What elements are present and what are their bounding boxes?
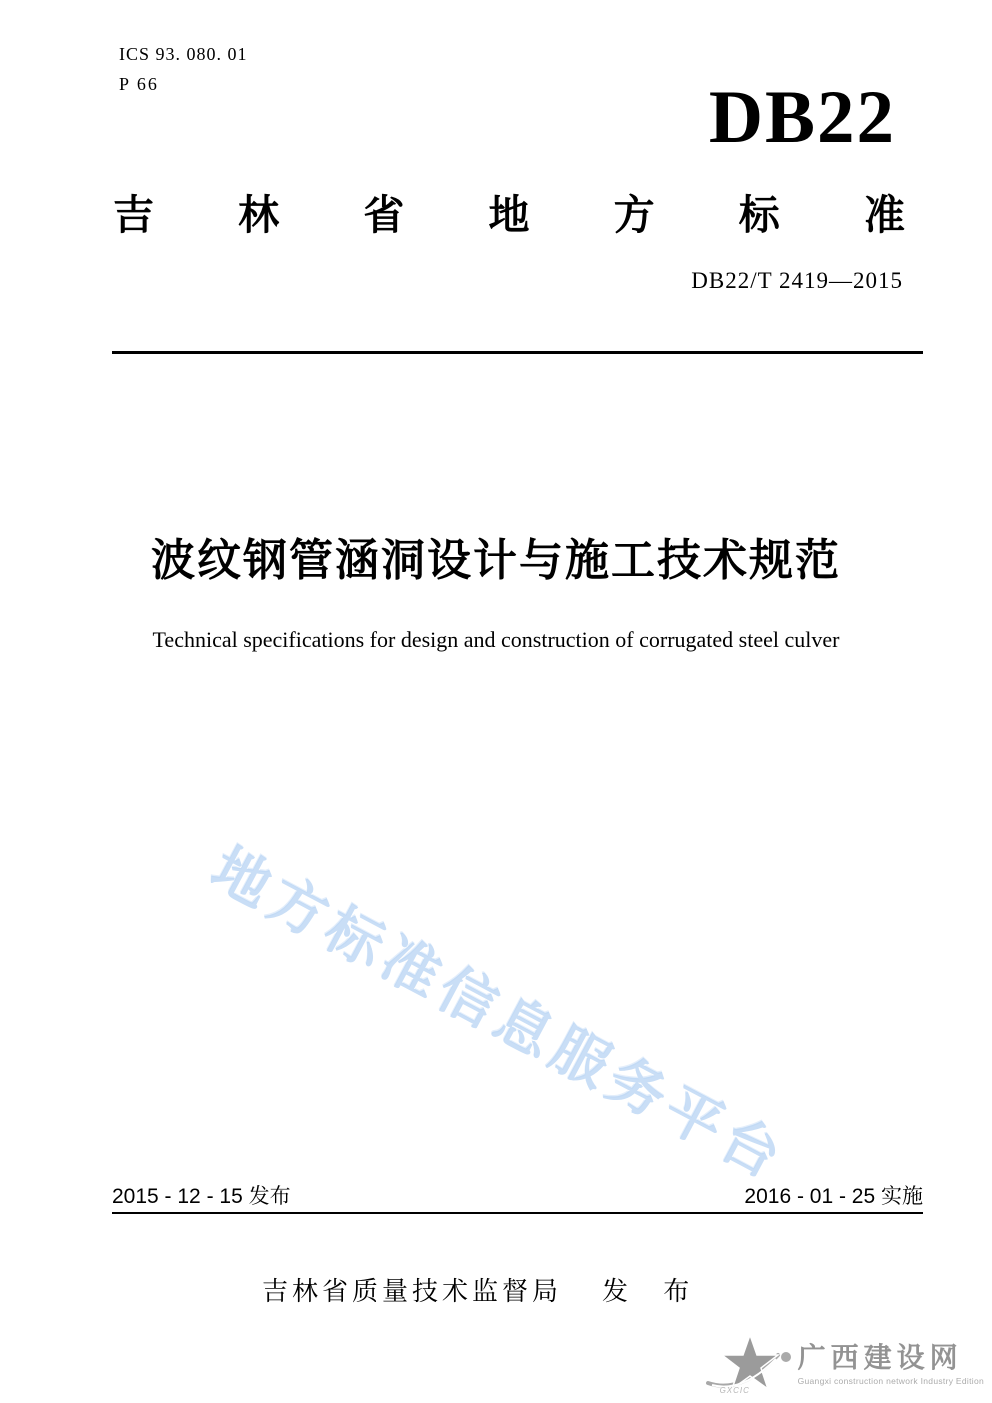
document-title-en: Technical specifications for design and construction of corrugated steel culver (152, 627, 840, 652)
publisher-row (262, 1276, 703, 1307)
document-title-cn: 波纹钢管涵洞设计与施工技术规范 (151, 536, 841, 585)
standard-name-char: 吉 (113, 192, 154, 238)
header-rule (112, 351, 923, 354)
standard-name-row (113, 193, 905, 238)
publisher-name: 吉林省质量技术监督局 (262, 1276, 563, 1306)
standard-number: DB22/T 2419—2015 (691, 268, 903, 293)
standard-name-char: 林 (238, 192, 280, 238)
site-subtitle: Guangxi construction network Industry Edition (797, 1376, 984, 1387)
standard-name-char: 省 (363, 192, 405, 238)
ics-code: ICS 93. 080. 01 (119, 44, 248, 64)
publish-label: 发 布 (602, 1276, 704, 1306)
star-mark-text: GXCIC (719, 1386, 750, 1395)
doc-class-code: P 66 (119, 74, 159, 94)
star-swoosh-icon (706, 1333, 794, 1397)
diagonal-watermark: 地方标准信息服务平台 (201, 836, 797, 1194)
dates-row (112, 1184, 923, 1209)
site-logo (706, 1333, 984, 1397)
implementation-date: 2016 - 01 - 25 实施 (744, 1185, 923, 1208)
footer-rule (112, 1212, 923, 1214)
site-name: 广西建设网 (797, 1342, 963, 1374)
standard-name-char: 地 (488, 192, 530, 238)
release-date: 2015 - 12 - 15 发布 (112, 1185, 291, 1208)
site-logo-text (798, 1344, 984, 1387)
standard-system-code: DB22 (708, 76, 896, 159)
standard-name-char: 方 (613, 192, 655, 238)
standard-name-char: 准 (863, 192, 905, 238)
standard-name-char: 标 (738, 192, 780, 238)
